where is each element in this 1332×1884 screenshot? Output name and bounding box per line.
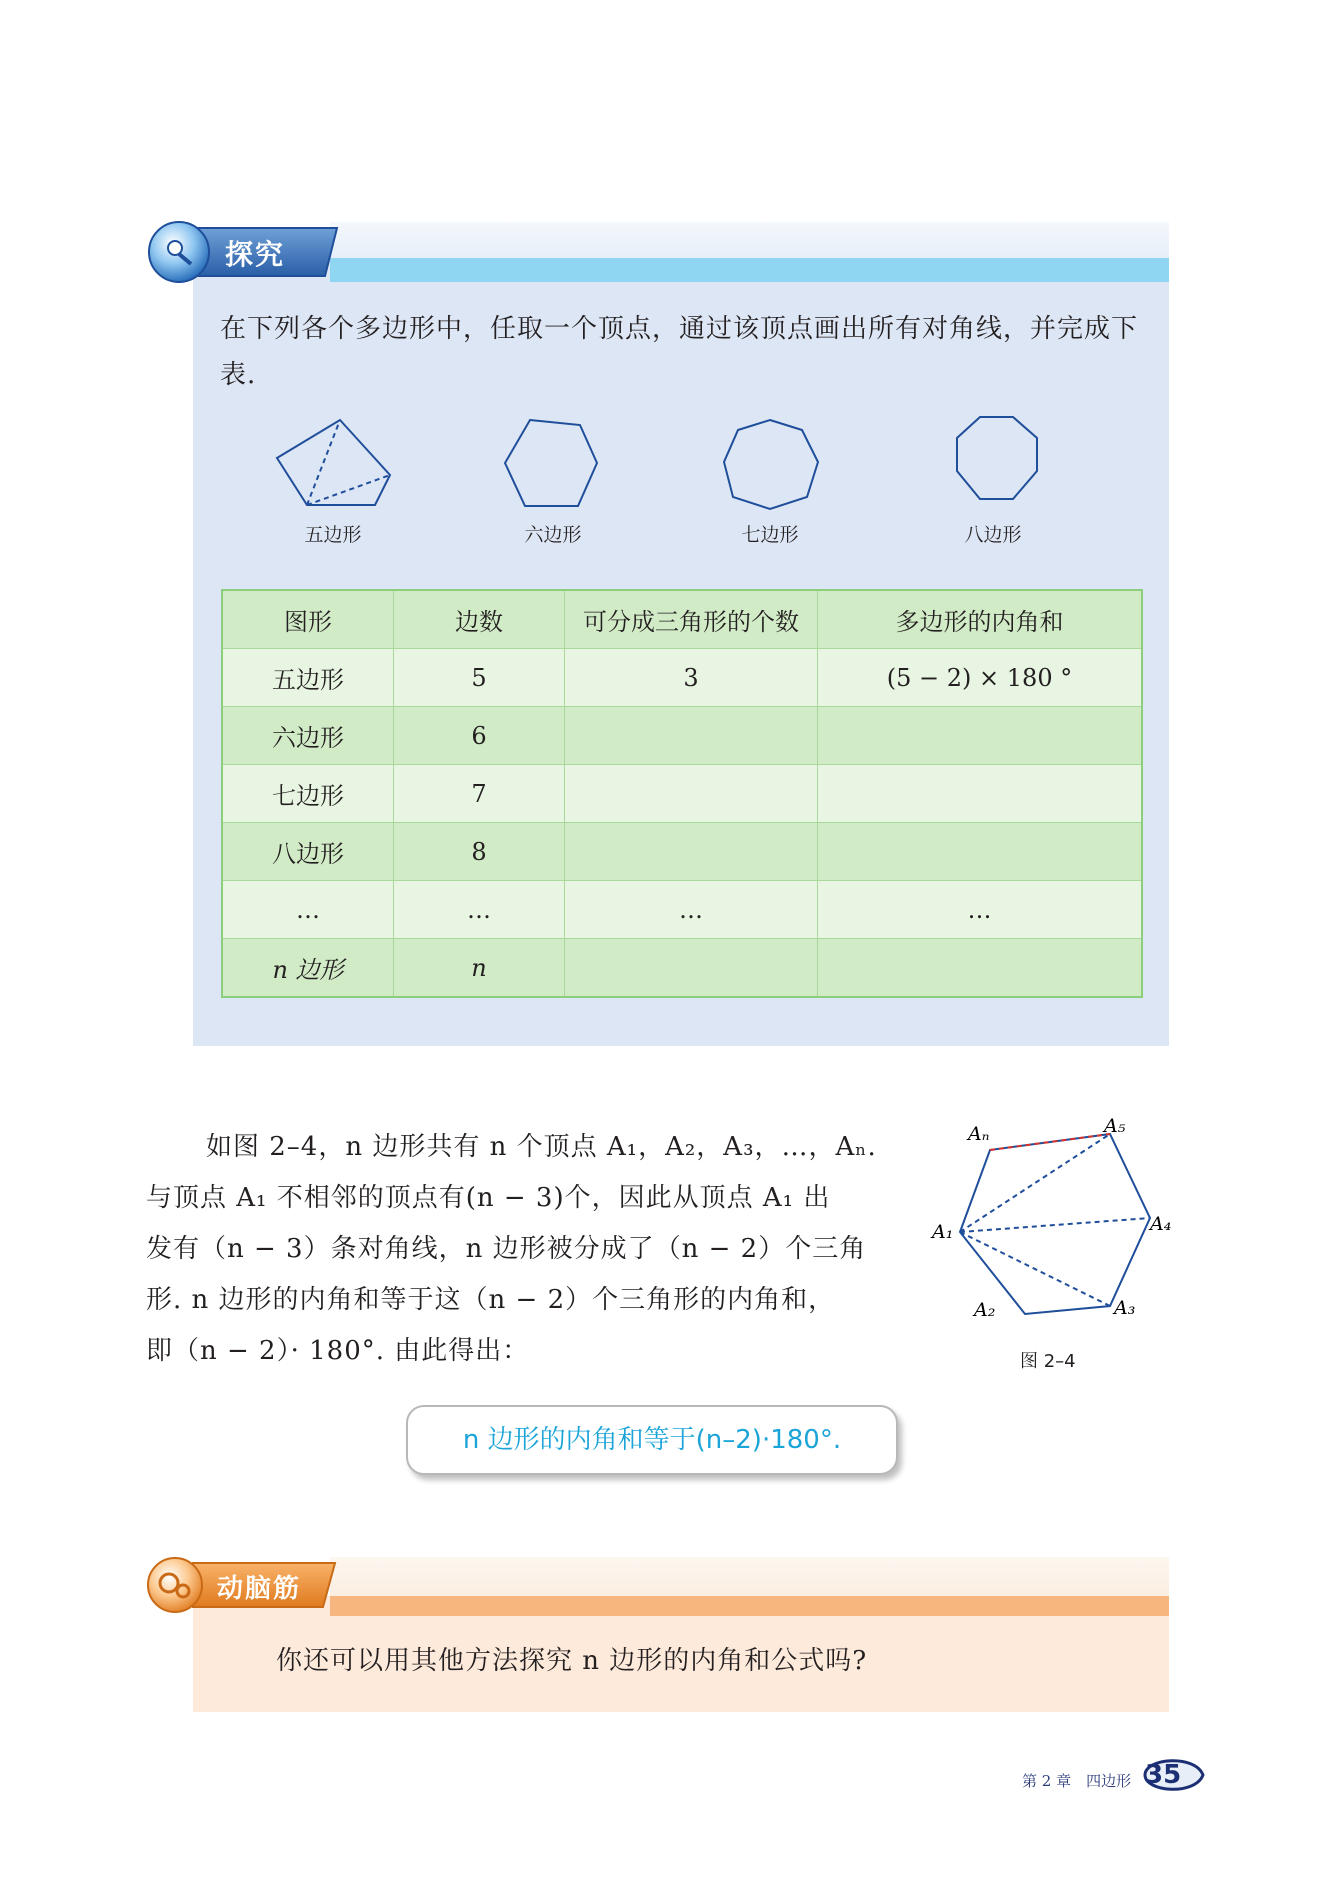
table-cell: 七边形 — [222, 765, 394, 823]
body-line-1: 如图 2–4，n 边形共有 n 个顶点 A₁，A₂，A₃，…，Aₙ. — [206, 1132, 877, 1162]
explore-intro: 在下列各个多边形中，任取一个顶点，通过该顶点画出所有对角线，并完成下表. — [220, 314, 1139, 390]
table-cell: … — [222, 881, 394, 939]
shape-label-octagon: 八边形 — [964, 524, 1022, 546]
table-header-cell: 可分成三角形的个数 — [565, 590, 818, 649]
table-cell: n — [394, 939, 565, 998]
body-line-2: 与顶点 A₁ 不相邻的顶点有(n − 3)个，因此从顶点 A₁ 出 — [146, 1183, 831, 1213]
figure-caption: 图 2–4 — [1020, 1351, 1076, 1372]
table-cell — [565, 765, 818, 823]
brain-badge-label: 动脑筋 — [217, 1574, 302, 1604]
theorem-box: n 边形的内角和等于(n–2)·180°. — [406, 1405, 898, 1475]
table-cell: (5 − 2) × 180 ° — [818, 649, 1143, 707]
table-cell: 五边形 — [222, 649, 394, 707]
table-cell: 8 — [394, 823, 565, 881]
table-cell — [818, 707, 1143, 765]
table-cell: 六边形 — [222, 707, 394, 765]
table-cell — [818, 765, 1143, 823]
table-header-cell: 图形 — [222, 590, 394, 649]
table-cell: 7 — [394, 765, 565, 823]
chapter-label: 第 2 章 四边形 — [1022, 1772, 1132, 1790]
octagon-figure — [940, 405, 1060, 515]
polygon-angle-table — [221, 589, 1143, 998]
table-row — [222, 823, 1142, 881]
body-line-5: 即（n − 2）· 180°. 由此得出： — [146, 1336, 530, 1366]
table-cell — [818, 823, 1143, 881]
table-cell: … — [565, 881, 818, 939]
explore-badge-label: 探究 — [225, 238, 286, 271]
body-paragraph — [146, 1122, 906, 1377]
shape-label-pentagon: 五边形 — [304, 524, 362, 546]
table-header-cell: 多边形的内角和 — [818, 590, 1143, 649]
hexagon-figure — [490, 405, 610, 515]
vertex-label-A1: A₁ — [932, 1221, 954, 1243]
table-row — [222, 881, 1142, 939]
table-row — [222, 649, 1142, 707]
shape-label-heptagon: 七边形 — [741, 524, 799, 546]
vertex-label-A3: A₃ — [1114, 1297, 1136, 1319]
gear-icon — [148, 1558, 202, 1612]
table-cell: n 边形 — [222, 939, 394, 998]
table-row — [222, 939, 1142, 998]
body-line-4: 形. n 边形的内角和等于这（n − 2）个三角形的内角和， — [146, 1285, 836, 1315]
pentagon-figure — [265, 405, 405, 515]
table-cell — [565, 939, 818, 998]
table-cell: … — [818, 881, 1143, 939]
brain-header-stripe — [330, 1596, 1169, 1616]
table-row — [222, 707, 1142, 765]
table-cell: … — [394, 881, 565, 939]
vertex-label-A4: A₄ — [1150, 1213, 1172, 1235]
vertex-label-A2: A₂ — [974, 1299, 996, 1321]
figure-2-4 — [920, 1110, 1180, 1340]
table-cell — [565, 707, 818, 765]
table-cell: 3 — [565, 649, 818, 707]
shape-label-hexagon: 六边形 — [524, 524, 582, 546]
brain-question: 你还可以用其他方法探究 n 边形的内角和公式吗? — [276, 1646, 868, 1676]
table-header-row — [222, 590, 1142, 649]
table-cell — [818, 939, 1143, 998]
table-cell: 八边形 — [222, 823, 394, 881]
table-row — [222, 765, 1142, 823]
vertex-label-A5: A₅ — [1104, 1115, 1126, 1137]
brain-header-band — [330, 1557, 1169, 1596]
explore-header-band — [330, 222, 1169, 258]
body-line-3: 发有（n − 3）条对角线，n 边形被分成了（n − 2）个三角 — [146, 1234, 867, 1264]
table-cell: 5 — [394, 649, 565, 707]
heptagon-figure — [710, 405, 830, 515]
table-header-cell: 边数 — [394, 590, 565, 649]
page-number: 35 — [1145, 1760, 1182, 1790]
vertex-label-An: Aₙ — [968, 1123, 990, 1145]
explore-header-stripe — [330, 258, 1169, 282]
table-cell: 6 — [394, 707, 565, 765]
table-cell — [565, 823, 818, 881]
